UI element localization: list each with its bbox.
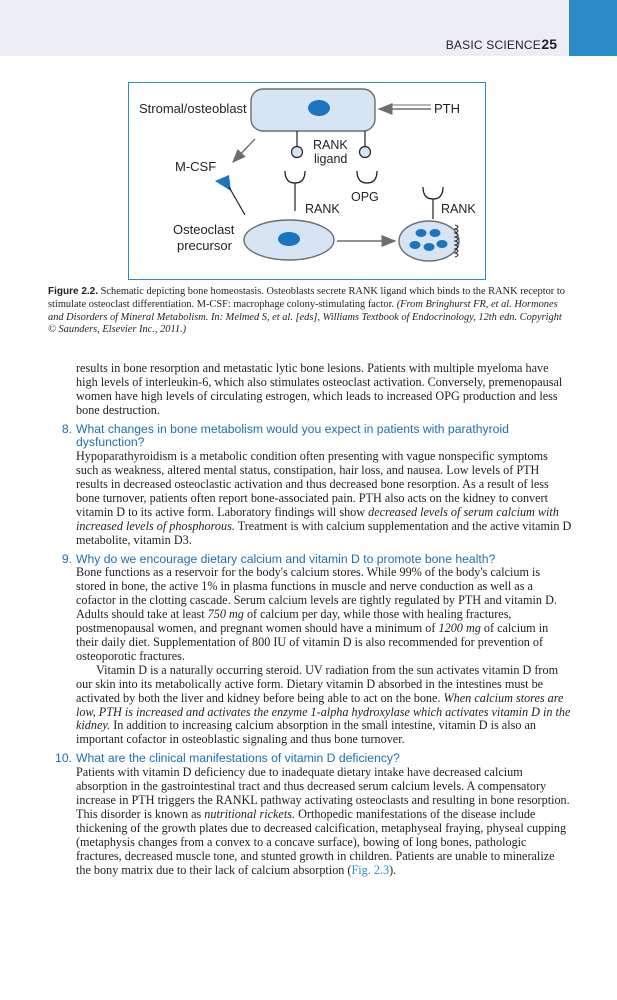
label-mcsf: M-CSF (175, 159, 217, 174)
answer-9-italic-3: When calcium stores are low, PTH is increased and activates the enzyme 1-alpha hydroxylase which activates vitamin D in the kidney. (76, 690, 571, 733)
mcsf-receptor-stalk (229, 187, 245, 215)
question-9-heading: Why do we encourage dietary calcium and vitamin D to promote bone health? (76, 551, 496, 566)
label-opg: OPG (351, 190, 379, 204)
osteoclast-nucleus-2 (430, 229, 441, 237)
answer-10-close: ). (389, 862, 397, 877)
answer-9-paragraph-2 (48, 664, 572, 747)
question-8-heading: What changes in bone metabolism would you expect in patients with parathyroid dysfunction? (76, 421, 509, 450)
rank-ligand-right (360, 147, 371, 158)
osteoblast-nucleus (308, 100, 330, 116)
answer-9-paragraph-1 (48, 566, 572, 663)
answer-9-text-1: Bone functions as a reservoir for the body's calcium stores. While 99% of the body's calcium is stored in bone, the active 1% in plasma functions in muscle and nerve conduction as well as a cofactor in the clotting cascade. Serum calcium levels are tightly regulated by PTH and vitamin D. Adults should take at least (76, 565, 557, 622)
osteoclast-nucleus-1 (416, 229, 427, 237)
mcsf-receptor (215, 175, 231, 191)
header-tab (569, 0, 617, 56)
answer-9-text-3: of calcium in their daily diet. Supplementation of 800 IU of vitamin D is also recommended for prevention of osteoporotic fractures. (76, 621, 549, 663)
caption-source: (From Bringhurst FR, et al. Hormones and Disorders of Mineral Metabolism. In: Melmed S, et al. [eds], Williams Textbook of Endocrinology, 12th edn. Copyright © Saunders, Elsevier Inc., 2011.) (48, 298, 562, 336)
answer-10 (48, 766, 572, 877)
caption-label: Figure 2.2. (48, 286, 99, 297)
answer-9-text-5: In addition to increasing calcium absorption in the small intestine, vitamin D is also an important cofactor in osteoblastic signaling and thus bone turnover. (76, 718, 536, 747)
rank-receptor-right (423, 187, 443, 199)
label-rank-left: RANK (305, 202, 340, 216)
question-8 (48, 423, 572, 451)
question-10 (48, 752, 572, 766)
question-9 (48, 553, 572, 567)
page-number: 25 (541, 36, 557, 52)
answer-8 (48, 450, 572, 547)
answer-8-text: Hypoparathyroidism is a metabolic condition often presenting with vague nonspecific symptoms such as weakness, altered mental status, constipation, hair loss, and nausea. Low levels of PTH results in decreased osteoclastic activation and thus decreased bone resorption. As a result of less bone turnover, patients often report bone-associated pain. PTH also acts on the kidney to convert vitamin D to its active form. Laboratory findings will show (76, 449, 549, 519)
mature-osteoclast-cell (399, 221, 459, 261)
caption-text: Schematic depicting bone homeostasis. Osteoblasts secrete RANK ligand which binds to the RANK receptor to stimulate osteoclast differentiation. M-CSF: macrophage colony-stimulating factor. (48, 286, 565, 310)
figure-2-3-link[interactable]: Fig. 2.3 (351, 862, 390, 877)
label-pth: PTH (434, 101, 460, 116)
osteoclast-nucleus-4 (424, 243, 435, 251)
label-rank-ligand-2: ligand (314, 152, 348, 166)
answer-9-italic-2: 1200 mg (438, 621, 481, 636)
label-stromal: Stromal/osteoblast (139, 101, 247, 116)
question-8-number: 8. (61, 421, 72, 436)
main-text (48, 362, 572, 877)
answer-8-italic: decreased levels of serum calcium with increased levels of phosphorous. (76, 504, 559, 533)
osteoclast-nucleus-3 (410, 241, 421, 249)
label-rank-right: RANK (441, 202, 476, 216)
precursor-nucleus (278, 232, 300, 246)
opg-decoy (357, 171, 377, 183)
answer-9-text-4: Vitamin D is a naturally occurring steroid. UV radiation from the sun activates vitamin D from our skin into its metabolically active form. Dietary vitamin D absorbed in the intestines must be activated by both the liver and kidney before being able to act on the bone. (76, 662, 559, 705)
bone-homeostasis-diagram (129, 83, 485, 279)
answer-10-text: Patients with vitamin D deficiency due to inadequate dietary intake have decreased calcium absorption in the gastrointestinal tract and thus decreased serum calcium levels. A compensatory increase in PTH triggers the RANKL pathway activating osteoclasts and resulting in bone resorption. This disorder is known as (76, 765, 570, 821)
intro-paragraph: results in bone resorption and metastatic lytic bone lesions. Patients with multiple myeloma have high levels of interleukin-6, which also stimulates osteoclast activation. Conversely, premenopausal women have high levels of circulating estrogen, which leads to increased OPG production and less bone destruction. (76, 361, 563, 417)
label-precursor-1: Osteoclast (173, 222, 235, 237)
label-precursor-2: precursor (177, 238, 232, 253)
answer-8-end: Treatment is with calcium supplementation and the active vitamin D metabolite, vitamin D3. (76, 518, 572, 547)
rank-ligand-left (292, 147, 303, 158)
answer-10-text-2: Orthopedic manifestations of the disease include thickening of the growth plates due to decreased calcification, metaphyseal fraying, physeal cupping (metaphysis changes from a convex to a concave surface), bowing of long bones, pathologic fractures, decreased muscle tone, and stunted growth in children. Patients are unable to mineralize the bony matrix due to their lack of calcium absorption ( (76, 806, 567, 877)
figure-diagram (128, 82, 486, 280)
question-10-number: 10. (55, 751, 72, 766)
osteoclast-nucleus-5 (437, 240, 448, 248)
rank-receptor-left (285, 171, 305, 183)
answer-10-italic: nutritional rickets. (204, 806, 296, 821)
question-9-number: 9. (61, 551, 72, 566)
section-title: BASIC SCIENCE (445, 38, 541, 52)
figure-caption (48, 286, 568, 337)
mcsf-arrow (233, 139, 255, 162)
question-10-heading: What are the clinical manifestations of vitamin D deficiency? (76, 751, 400, 766)
label-rank-ligand-1: RANK (313, 138, 348, 152)
answer-9-italic-1: 750 mg (207, 607, 244, 622)
answer-9-text-2: of calcium per day, while those with healing fractures, postmenopausal women, and pregnant women should have a minimum of (76, 607, 512, 636)
